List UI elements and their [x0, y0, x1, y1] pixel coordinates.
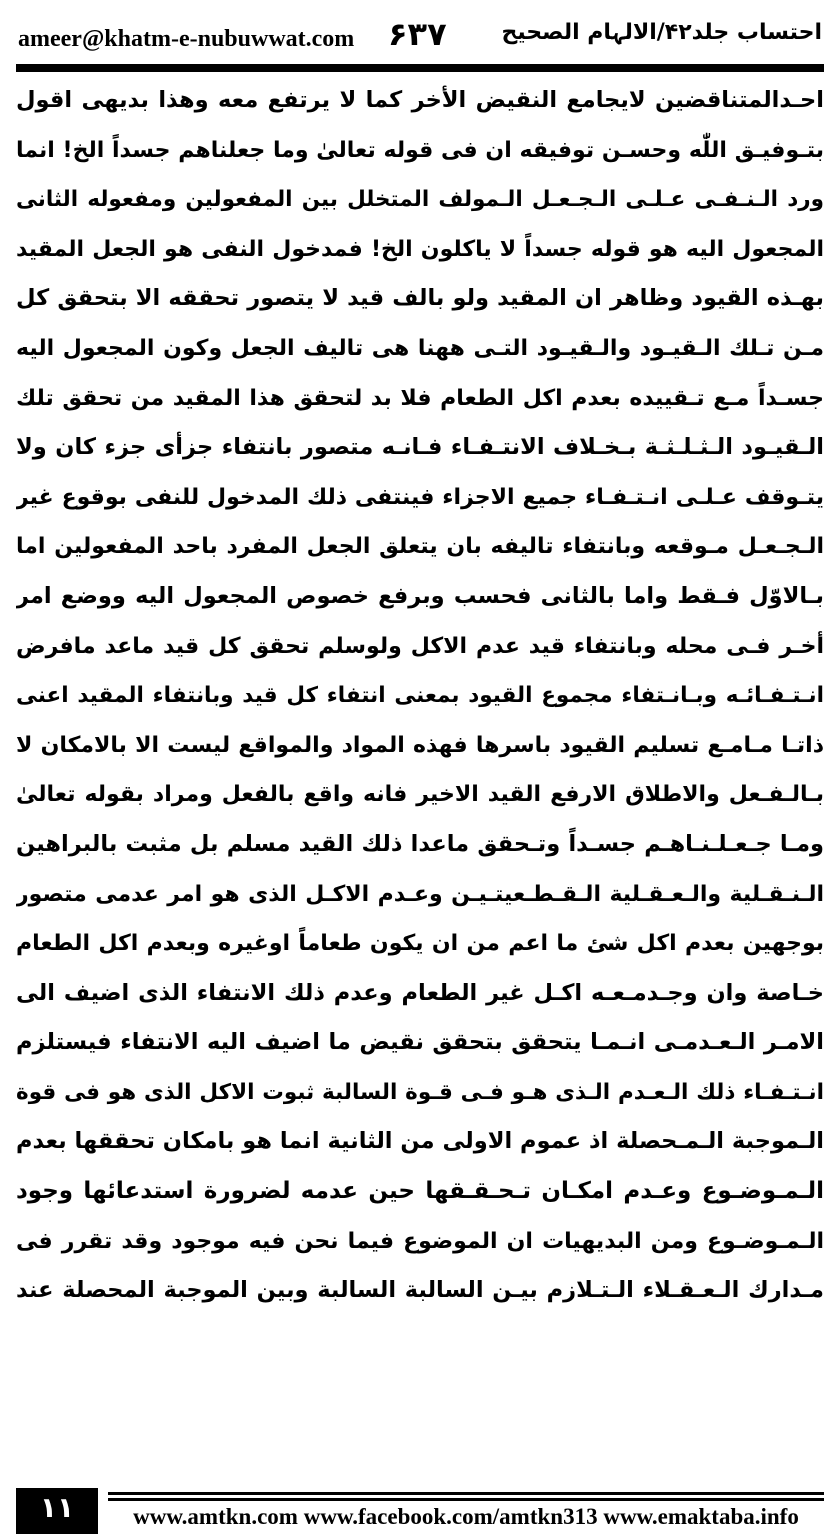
- text-line: بوجهين بعدم اكل شئ ما اعم من ان يكون طعاماً اوغيره وبعدم اكل الطعام: [16, 931, 824, 957]
- text-line: مـدارك الـعـقـلاء الـتـلازم بيـن السالبة السالبة وبين الموجبة المحصلة عند: [16, 1277, 824, 1304]
- text-line: احـدالمتناقضين لايجامع النقيض الأخر كما لا يرتفع معه وهذا بديهى اقول: [16, 87, 824, 113]
- header-divider: [16, 64, 824, 72]
- text-line: بهـذه القيود وظاهر ان المقيد ولو بالف قيد لا يتصور تحققه الا بتحقق كل: [16, 285, 824, 312]
- text-line: جسـداً مـع تـقييده بعدم اكل الطعام فلا بد لتحقق هذا المقيد من تحقق تلك: [16, 385, 824, 411]
- text-line: الامـر الـعـدمـى انـمـا يتحقق بتحقق نقيض ما اضيف اليه الانتفاء فيستلزم: [16, 1029, 824, 1056]
- text-line: الـقيـود الـثـلـثـة بـخـلاف الانتـفـاء فـانـه متصور بانتفاء جزأى جزء كان ولا: [16, 434, 824, 461]
- text-line: انـتـفـائـه وبـانـتفاء مجموع القيود بمعنى انتفاء كل قيد وبانتفاء المقيد اعنى: [16, 683, 824, 709]
- footer-divider: [108, 1498, 824, 1501]
- text-line: انـتـفـاء ذلك الـعـدم الـذى هـو فـى قـوة السالبة ثبوت الاكل الذى هو فى قوة: [16, 1079, 824, 1105]
- header-title: احتساب جلد۴۲/الالہام الصحیح: [501, 20, 822, 45]
- footer-links: www.amtkn.com www.facebook.com/amtkn313 www.emaktaba.info: [133, 1504, 799, 1529]
- header-page-number: ۶۳۷: [388, 15, 447, 53]
- body-text: [16, 76, 824, 1316]
- text-line: يتـوقف عـلـى انـتـفـاء جميع الاجزاء فينتفى ذلك المدخول للنفى بوقوع غير: [16, 484, 824, 510]
- text-line: بتـوفيـق اللّٰه وحسـن توفيقه ان فى قوله تعالىٰ وما جعلناهم جسداً الخ! انما: [16, 137, 824, 163]
- text-line: بـالاوّل فـقط واما بالثانى فحسب وبرفع خصوص المجعول اليه ووضع امر: [16, 582, 824, 609]
- text-line: بـالـفـعل والاطلاق الارفع القيد الاخير فانه واقع بالفعل ومراد بقوله تعالىٰ: [16, 782, 824, 808]
- text-line: أخـر فـى محله وبانتفاء قيد عدم الاكل ولوسلم تحقق كل قيد ماعد مافرض: [16, 633, 824, 659]
- header-email: ameer@khatm-e-nubuwwat.com: [18, 26, 355, 52]
- text-line: خـاصة وان وجـدمـعـه اكـل غير الطعام وعدم ذلك الانتفاء الذى اضيف الى: [16, 979, 824, 1006]
- text-line: الـمـوضـوع ومن البديهيات ان الموضوع فيما نحن فيه موجود وقد تقرر فى: [16, 1228, 824, 1254]
- page-header: [16, 8, 824, 60]
- footer-page-number: ۱۱: [16, 1488, 98, 1534]
- text-line: ورد الـنـفـى عـلـى الـجـعـل الـمولف المتخلل بين المفعولين ومفعوله الثانى: [16, 187, 824, 213]
- text-line: الـجـعـل مـوقعه وبانتفاء تاليفه بان يتعلق الجعل المفرد باحد المفعولين اما: [16, 534, 824, 560]
- page-footer: [16, 1488, 824, 1534]
- text-line: ذاتـا مـامـع تسليم القيود باسرها فهذه المواد والمواقع ليست الا بالامكان لا: [16, 732, 824, 758]
- text-line: الـمـوضـوع وعـدم امكـان تـحـقـقها حين عدمه لضرورة استدعائها وجود: [16, 1178, 824, 1205]
- text-line: مـن تـلك الـقيـود والـقيـود التـى ههنا هى تاليف الجعل وكون المجعول اليه: [16, 335, 824, 361]
- footer-divider: [108, 1492, 824, 1495]
- text-line: الـموجبة الـمـحصلة اذ عموم الاولى من الثانية انما هو بامكان تحققها بعدم: [16, 1128, 824, 1155]
- text-line: ومـا جـعـلـنـاهـم جسـداً وتـحقق ماعدا ذلك القيد مسلم بل مثبت بالبراهين: [16, 830, 824, 857]
- text-line: المجعول اليه هو قوله جسداً لا ياكلون الخ! فمدخول النفى هو الجعل المقيد: [16, 236, 824, 262]
- text-line: الـنـقـلية والـعـقـلية الـقـطـعيتـيـن وعـدم الاكـل الذى هو امر عدمى متصور: [16, 881, 824, 907]
